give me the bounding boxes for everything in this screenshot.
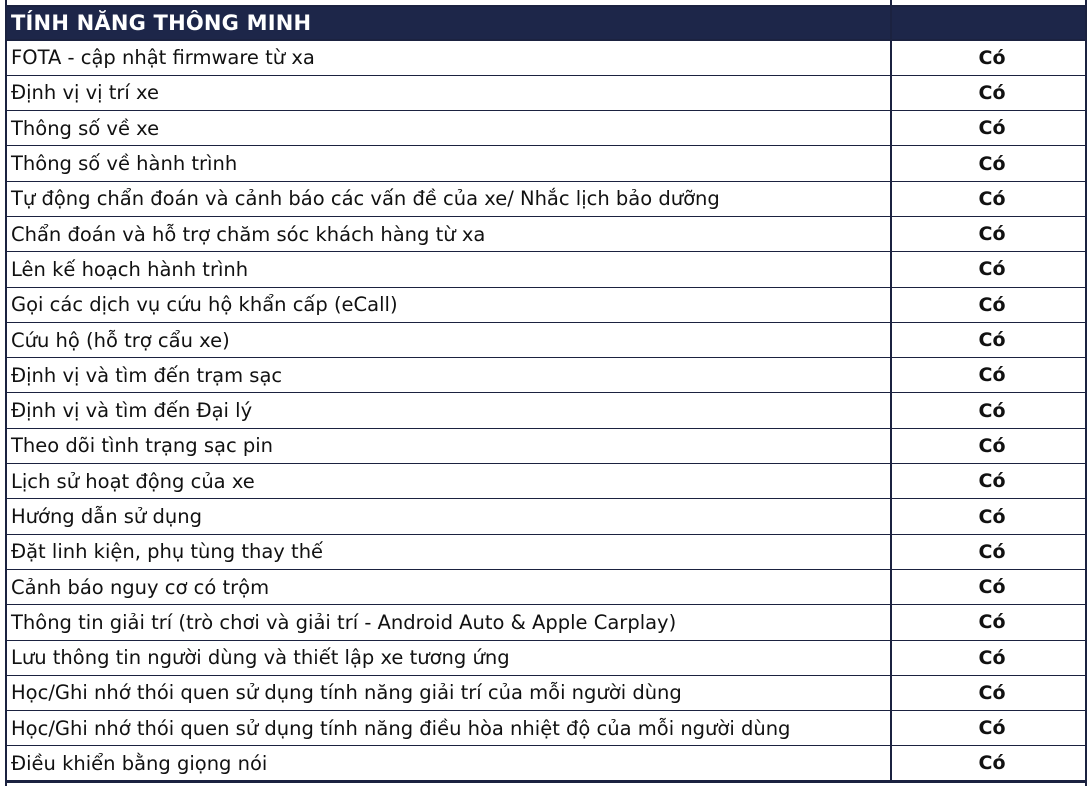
table-row (7, 605, 1085, 640)
feature-name: Lên kế hoạch hành trình (7, 252, 891, 287)
table-row (7, 393, 1085, 428)
feature-name: Theo dõi tình trạng sạc pin (7, 428, 891, 463)
feature-name: Cứu hộ (hỗ trợ cẩu xe) (7, 322, 891, 357)
feature-name: FOTA - cập nhật firmware từ xa (7, 40, 891, 75)
feature-availability: Có (891, 464, 1085, 499)
table-row (7, 216, 1085, 251)
feature-availability: Có (891, 393, 1085, 428)
feature-name: Định vị vị trí xe (7, 75, 891, 110)
feature-name: Định vị và tìm đến Đại lý (7, 393, 891, 428)
feature-availability: Có (891, 569, 1085, 604)
feature-name: Chẩn đoán và hỗ trợ chăm sóc khách hàng từ xa (7, 216, 891, 251)
section-value-header (891, 7, 1085, 40)
feature-availability: Có (891, 146, 1085, 181)
spec-sheet (5, 0, 1087, 786)
feature-name: Lịch sử hoạt động của xe (7, 464, 891, 499)
table-row (7, 569, 1085, 604)
feature-availability: Có (891, 534, 1085, 569)
feature-availability: Có (891, 322, 1085, 357)
feature-availability: Có (891, 605, 1085, 640)
feature-name: Học/Ghi nhớ thói quen sử dụng tính năng điều hòa nhiệt độ của mỗi người dùng (7, 711, 891, 746)
smart-features-table (7, 7, 1085, 783)
feature-name: Thông số về xe (7, 111, 891, 146)
feature-availability: Có (891, 75, 1085, 110)
feature-availability: Có (891, 111, 1085, 146)
feature-availability: Có (891, 40, 1085, 75)
feature-name: Học/Ghi nhớ thói quen sử dụng tính năng giải trí của mỗi người dùng (7, 675, 891, 710)
column-divider (890, 0, 892, 5)
feature-name: Định vị và tìm đến trạm sạc (7, 358, 891, 393)
previous-row-remnant (7, 0, 1085, 7)
table-row (7, 534, 1085, 569)
table-row (7, 40, 1085, 75)
feature-name: Gọi các dịch vụ cứu hộ khẩn cấp (eCall) (7, 287, 891, 322)
feature-availability: Có (891, 428, 1085, 463)
feature-availability: Có (891, 640, 1085, 675)
feature-name: Hướng dẫn sử dụng (7, 499, 891, 534)
feature-availability: Có (891, 252, 1085, 287)
feature-availability: Có (891, 675, 1085, 710)
table-row (7, 711, 1085, 746)
table-row (7, 464, 1085, 499)
table-row (7, 111, 1085, 146)
feature-name: Thông số về hành trình (7, 146, 891, 181)
feature-availability: Có (891, 499, 1085, 534)
feature-availability: Có (891, 711, 1085, 746)
feature-availability: Có (891, 746, 1085, 781)
table-row (7, 146, 1085, 181)
section-title: TÍNH NĂNG THÔNG MINH (7, 7, 891, 40)
table-row (7, 499, 1085, 534)
feature-availability: Có (891, 287, 1085, 322)
feature-name: Cảnh báo nguy cơ có trộm (7, 569, 891, 604)
table-row (7, 358, 1085, 393)
feature-name: Điều khiển bằng giọng nói (7, 746, 891, 781)
table-row (7, 252, 1085, 287)
section-header-row (7, 7, 1085, 40)
table-row (7, 287, 1085, 322)
table-row (7, 322, 1085, 357)
feature-availability: Có (891, 358, 1085, 393)
table-row (7, 75, 1085, 110)
feature-availability: Có (891, 181, 1085, 216)
table-row (7, 675, 1085, 710)
table-row (7, 181, 1085, 216)
feature-name: Tự động chẩn đoán và cảnh báo các vấn đề của xe/ Nhắc lịch bảo dưỡng (7, 181, 891, 216)
feature-availability: Có (891, 216, 1085, 251)
feature-name: Thông tin giải trí (trò chơi và giải trí - Android Auto & Apple Carplay) (7, 605, 891, 640)
table-row (7, 640, 1085, 675)
feature-name: Đặt linh kiện, phụ tùng thay thế (7, 534, 891, 569)
table-row (7, 428, 1085, 463)
table-row (7, 746, 1085, 781)
feature-name: Lưu thông tin người dùng và thiết lập xe tương ứng (7, 640, 891, 675)
